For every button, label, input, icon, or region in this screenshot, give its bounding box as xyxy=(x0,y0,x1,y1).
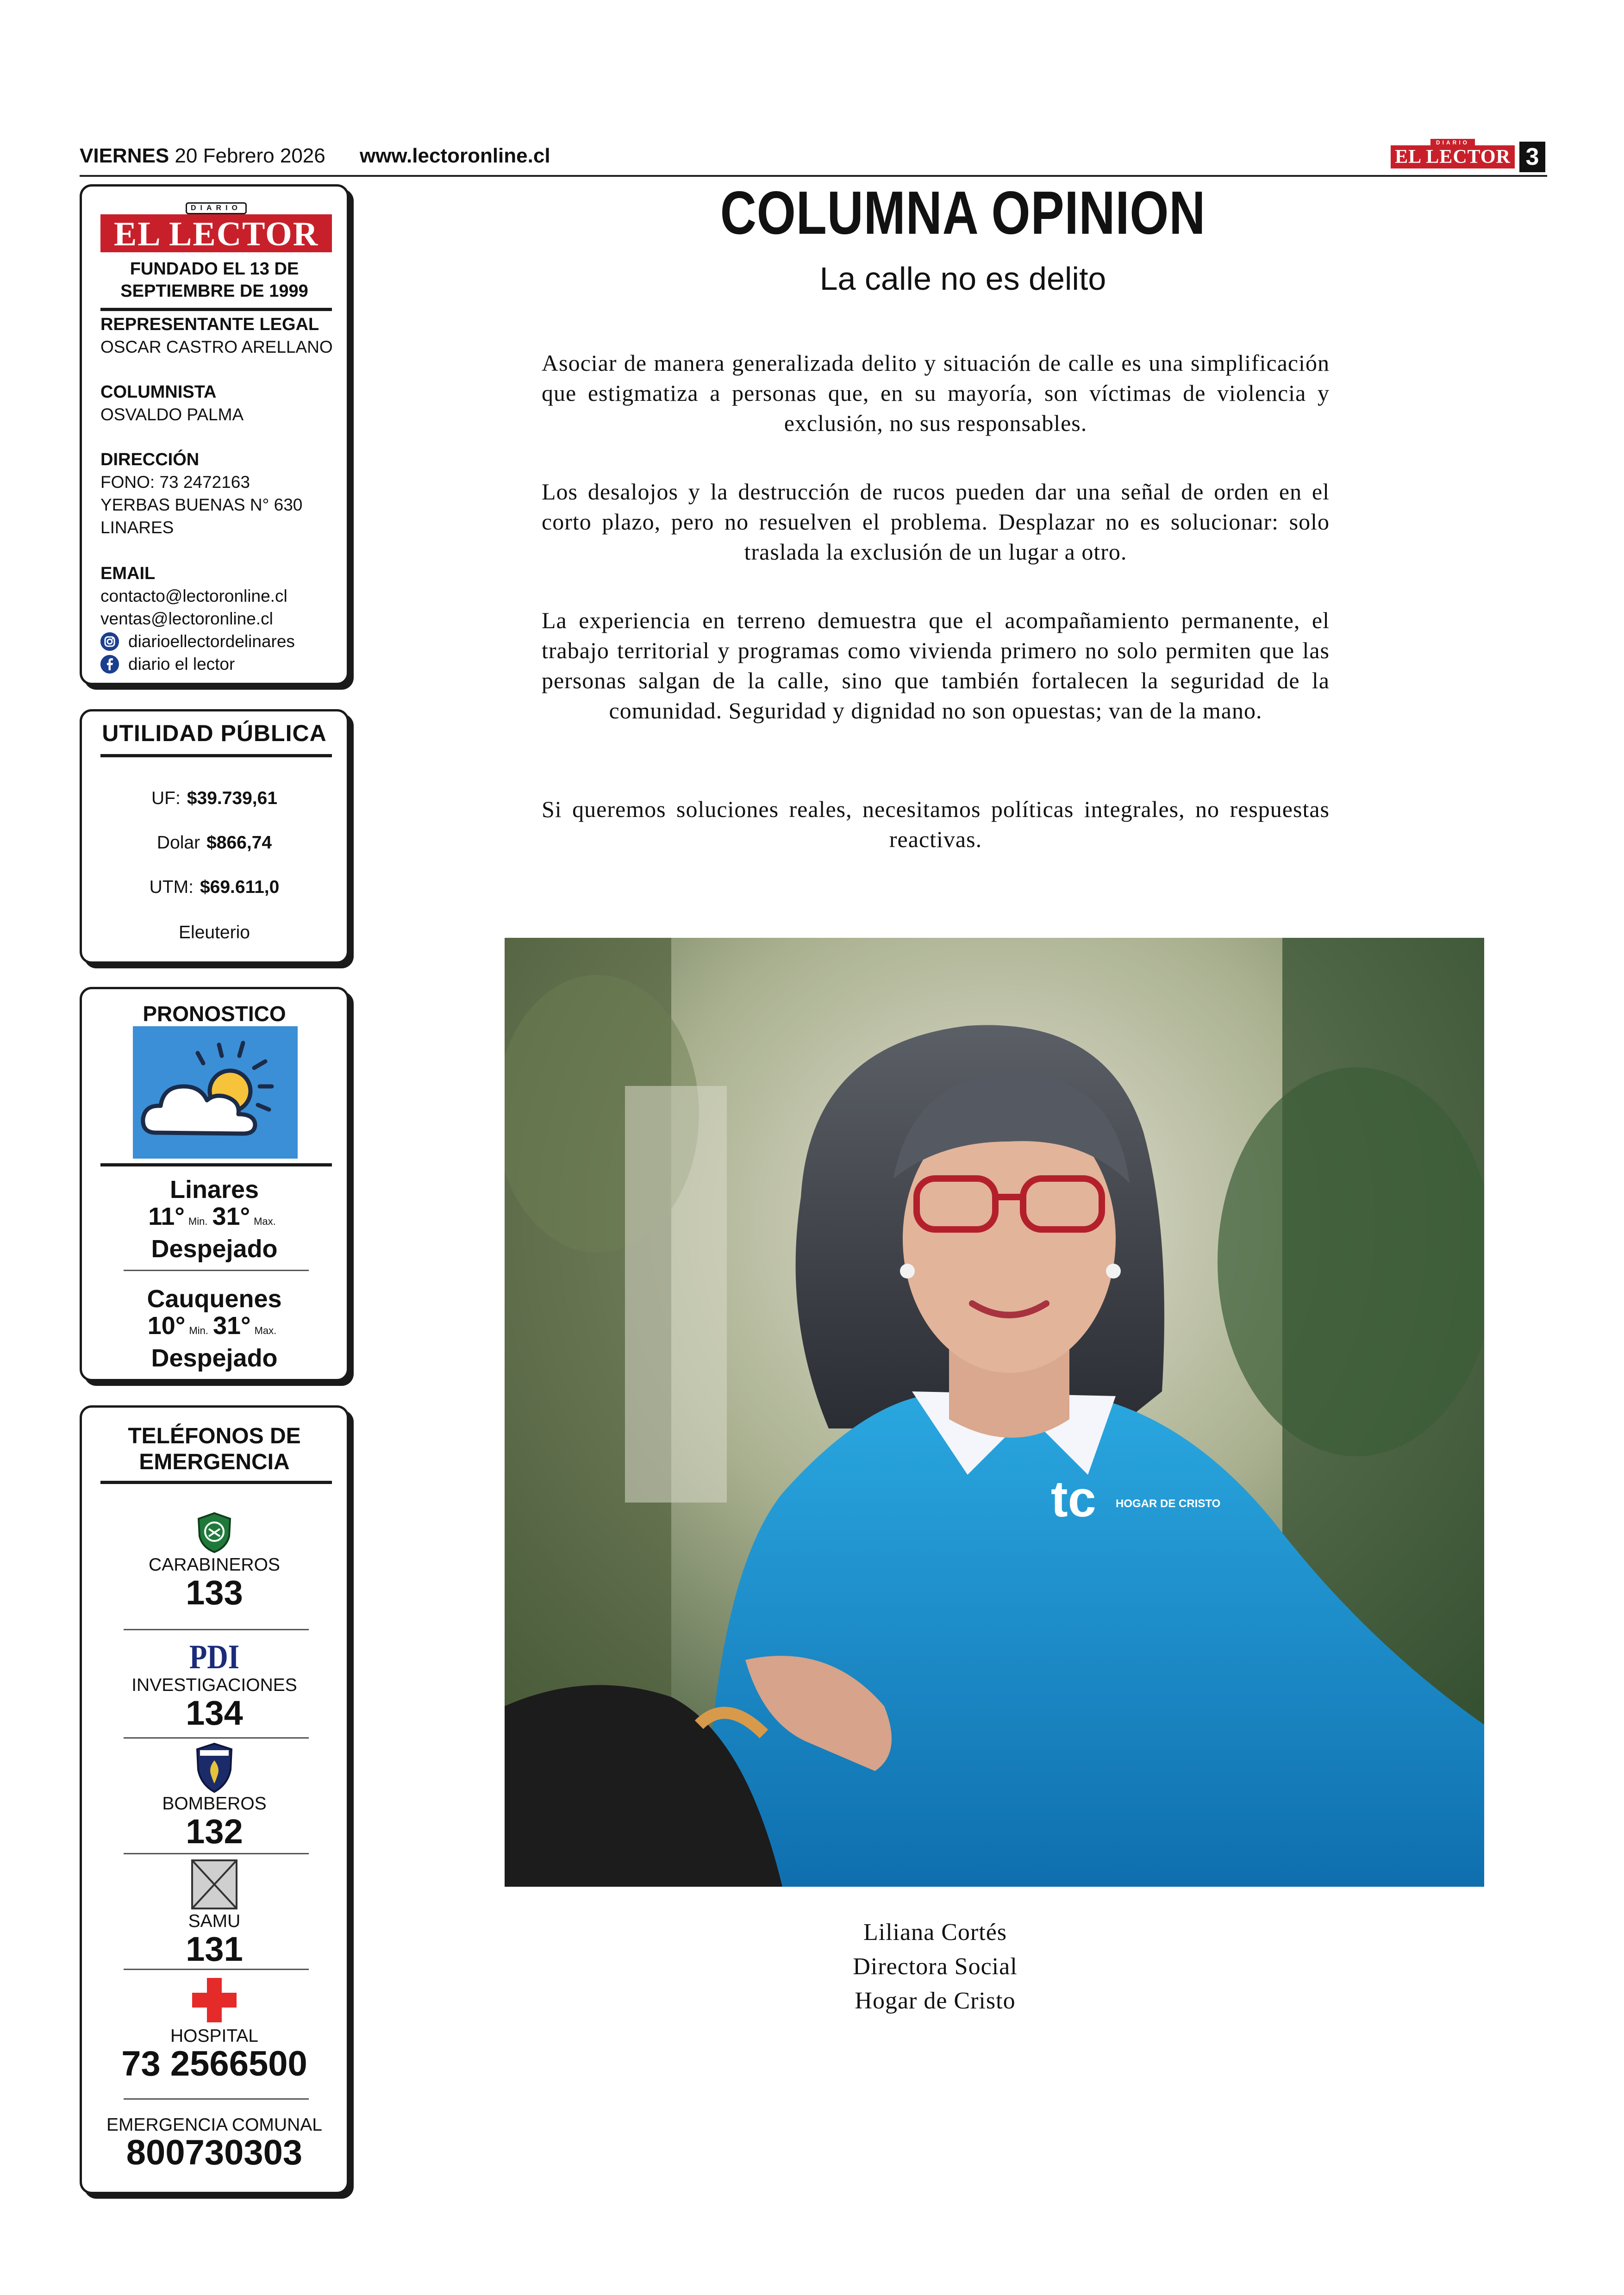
article-paragraph-2: Los desalojos y la destrucción de rucos pueden dar una señal de orden en el corto plazo, pero no resuelven el problema. Desplazar no es solucionar: solo traslada la exclusión de un lugar a otro. xyxy=(542,479,1330,565)
service-label: HOSPITAL xyxy=(170,2026,258,2046)
jacket-logo-caption: HOGAR DE CRISTO xyxy=(1116,1497,1221,1510)
emergency-phones-box xyxy=(80,1405,349,2194)
founded-date xyxy=(82,258,347,302)
red-cross-icon xyxy=(82,1976,347,2026)
founded-line-1: FUNDADO EL 13 DE xyxy=(130,259,299,279)
facebook-row[interactable] xyxy=(100,653,341,675)
divider xyxy=(100,1481,332,1484)
carabineros-entry xyxy=(82,1510,347,1610)
utilidad-title: UTILIDAD PÚBLICA xyxy=(102,720,327,746)
section-title: COLUMNA OPINION xyxy=(720,179,1206,247)
temperature-range xyxy=(82,1312,347,1344)
website-link[interactable]: www.lectoronline.cl xyxy=(359,144,550,167)
city-name: Cauquenes xyxy=(147,1285,282,1313)
author-credits xyxy=(741,1915,1130,2018)
divider xyxy=(100,1163,332,1166)
service-label: SAMU xyxy=(188,1911,241,1931)
temperature-range xyxy=(82,1203,347,1235)
emergency-title-line-2: EMERGENCIA xyxy=(139,1450,290,1474)
columnist-section xyxy=(100,381,341,426)
service-number[interactable]: 133 xyxy=(186,1573,243,1612)
author-photo xyxy=(505,938,1484,1887)
uf-value: $39.739,61 xyxy=(187,788,278,808)
instagram-row[interactable] xyxy=(100,630,341,653)
temp-max: 31° xyxy=(212,1312,251,1340)
email-label: EMAIL xyxy=(100,564,156,583)
pdi-entry xyxy=(82,1639,347,1731)
dolar-row xyxy=(82,833,347,853)
founded-line-2: SEPTIEMBRE DE 1999 xyxy=(120,281,308,301)
columnist-label: COLUMNISTA xyxy=(100,382,217,402)
samu-placeholder-icon xyxy=(82,1859,347,1911)
bomberos-badge-icon xyxy=(82,1742,347,1794)
email-contacto[interactable]: contacto@lectoronline.cl xyxy=(100,586,287,605)
article-paragraph-3: La experiencia en terreno demuestra que el acompañamiento permanente, el trabajo territorial y programas como vivienda primero no solo permiten que las personas salgan de la calle, sino que también fortalecen la seguridad de la comunidad. Seguridad y dignidad no son opuestas; van de la mano. xyxy=(542,607,1330,723)
service-label: INVESTIGACIONES xyxy=(131,1675,297,1695)
street-address: YERBAS BUENAS N° 630 xyxy=(100,495,303,514)
emergency-title-line-1: TELÉFONOS DE xyxy=(128,1424,301,1448)
page-number: 3 xyxy=(1519,142,1545,172)
forecast-cauquenes xyxy=(82,1285,347,1372)
masthead-logo xyxy=(100,204,332,253)
divider xyxy=(124,1969,309,1970)
temp-max: 31° xyxy=(212,1203,250,1230)
masthead-logo-top: DIARIO xyxy=(186,202,247,214)
jacket-logo: tc xyxy=(1051,1471,1096,1528)
divider xyxy=(124,1853,309,1854)
date: 20 Febrero 2026 xyxy=(175,144,325,167)
temp-min: 10° xyxy=(147,1312,186,1340)
min-label: Min. xyxy=(188,1216,208,1227)
dolar-label: Dolar xyxy=(156,833,200,853)
partly-cloudy-icon xyxy=(133,1026,298,1159)
masthead-logo-text: EL LECTOR xyxy=(113,215,319,253)
weather-state: Despejado xyxy=(151,1235,278,1263)
divider xyxy=(124,2098,309,2100)
saint-of-day: Eleuterio xyxy=(179,923,250,942)
forecast-box xyxy=(80,987,349,1381)
instagram-handle: diarioellectordelinares xyxy=(128,632,295,651)
uf-label: UF: xyxy=(151,788,181,808)
author-role: Directora Social xyxy=(853,1953,1018,1980)
article-paragraph-1: Asociar de manera generalizada delito y situación de calle es una simplificación que estigmatiza a personas que, en su mayoría, son víctimas de violencia y exclusión, no sus responsables. xyxy=(542,350,1330,436)
facebook-icon xyxy=(100,655,119,674)
phone-number: FONO: 73 2472163 xyxy=(100,473,250,492)
emergency-title xyxy=(82,1423,347,1475)
instagram-icon xyxy=(100,632,119,651)
divider xyxy=(124,1629,309,1630)
bomberos-entry xyxy=(82,1742,347,1849)
facebook-handle: diario el lector xyxy=(128,655,235,674)
service-label: EMERGENCIA COMUNAL xyxy=(106,2115,322,2135)
columnist-name: OSVALDO PALMA xyxy=(100,405,244,424)
dateline xyxy=(80,144,550,168)
carabineros-badge-icon xyxy=(82,1510,347,1555)
dolar-value: $866,74 xyxy=(206,833,272,853)
utm-value: $69.611,0 xyxy=(200,877,280,897)
divider xyxy=(124,1737,309,1739)
max-label: Max. xyxy=(254,1216,276,1227)
max-label: Max. xyxy=(254,1325,277,1336)
forecast-title: PRONOSTICO xyxy=(143,1002,286,1026)
divider xyxy=(100,308,332,311)
email-section xyxy=(100,562,341,675)
service-number[interactable]: 73 2566500 xyxy=(121,2044,307,2083)
city: LINARES xyxy=(100,518,174,537)
weekday: VIERNES xyxy=(80,144,169,167)
address-label: DIRECCIÓN xyxy=(100,450,200,469)
service-number[interactable]: 800730303 xyxy=(126,2133,303,2172)
emergencia-comunal-entry xyxy=(82,2115,347,2170)
legal-rep-name: OSCAR CASTRO ARELLANO xyxy=(100,337,333,356)
hospital-entry xyxy=(82,1976,347,2082)
service-number[interactable]: 134 xyxy=(186,1694,243,1732)
email-ventas[interactable]: ventas@lectoronline.cl xyxy=(100,609,273,628)
author-name: Liliana Cortés xyxy=(863,1919,1007,1946)
service-number[interactable]: 131 xyxy=(186,1930,243,1968)
utm-label: UTM: xyxy=(149,877,194,897)
header-logo-top: DIARIO xyxy=(1430,139,1475,146)
legal-rep-label: REPRESENTANTE LEGAL xyxy=(100,315,319,334)
article-title: La calle no es delito xyxy=(819,261,1106,297)
service-label: CARABINEROS xyxy=(149,1555,280,1575)
pdi-logo-icon: PDI xyxy=(189,1638,240,1676)
divider xyxy=(124,1270,309,1271)
uf-row xyxy=(82,788,347,809)
header-logo xyxy=(1391,139,1515,168)
address-section xyxy=(100,449,341,539)
header-logo-text: EL LECTOR xyxy=(1395,146,1511,168)
temp-min: 11° xyxy=(148,1203,185,1230)
weather-state: Despejado xyxy=(151,1344,278,1372)
forecast-linares xyxy=(82,1176,347,1263)
min-label: Min. xyxy=(189,1325,208,1336)
service-number[interactable]: 132 xyxy=(186,1812,243,1851)
utm-row xyxy=(82,877,347,898)
article-paragraph-4: Si queremos soluciones reales, necesitamos políticas integrales, no respuestas reactivas. xyxy=(542,796,1330,852)
divider xyxy=(100,754,332,757)
utilidad-publica-box xyxy=(80,709,349,964)
masthead-box xyxy=(80,184,349,685)
service-label: BOMBEROS xyxy=(162,1794,267,1814)
legal-rep-section xyxy=(100,313,341,358)
author-organization: Hogar de Cristo xyxy=(855,1988,1016,2014)
samu-entry xyxy=(82,1859,347,1967)
city-name: Linares xyxy=(169,1176,259,1204)
